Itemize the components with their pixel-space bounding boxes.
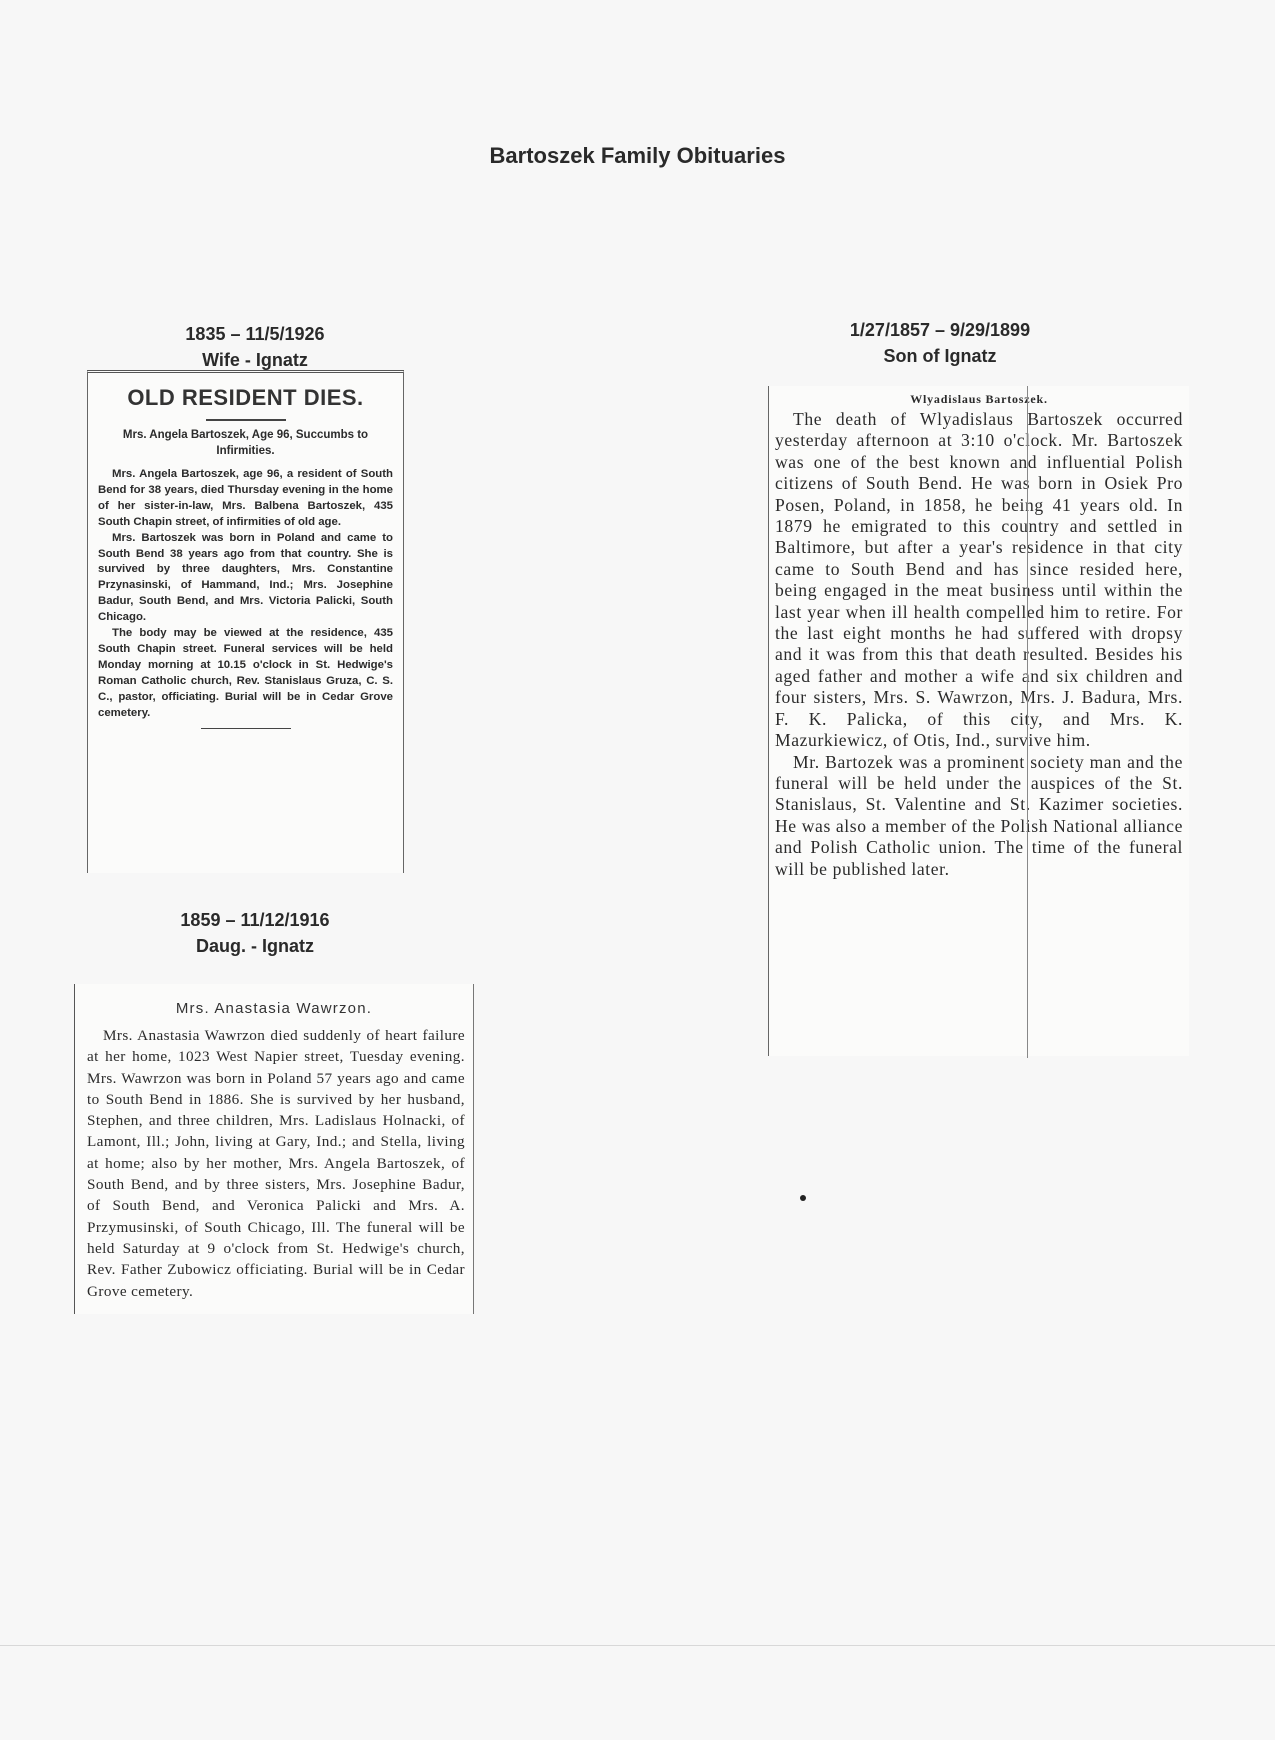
obituary-3-paragraph: The death of Wlyadislaus Bartoszek occurred yesterday afternoon at 3:10 o'clock. Mr. Bartoszek was one of the best known and influential Polish citizens of South Bend. He was born in Osiek Pro Posen, Poland, in 1858, he being 41 years old. In 1879 he emigrated to this country and settled in Baltimore, but after a year's residence in that city came to South Bend and has since resided here, being engaged in the meat business until within the last year when ill health compelled him to retire. For the last eight months he had suffered with dropsy and it was from this that death resulted. Besides his aged father and mother a wife and six children and four sisters, Mrs. S. Wawrzon, Mrs. J. Badura, Mrs. F. K. Palicka, of this city, and Mrs. K. Mazurkiewicz, of Otis, Ind., survive him.	[775, 409, 1183, 751]
obituary-1-headline: OLD RESIDENT DIES.	[127, 385, 364, 410]
obituary-2-headline: Mrs. Anastasia Wawrzon.	[175, 1000, 373, 1017]
obituary-3-caption	[800, 317, 1080, 369]
obituary-1-body	[88, 459, 403, 722]
obituary-3-relation: Son of Ignatz	[883, 346, 997, 366]
obituary-1-end-rule	[201, 728, 291, 729]
obituary-3-dates: 1/27/1857 – 9/29/1899	[849, 320, 1031, 340]
obituary-3-paragraph: Mr. Bartozek was a prominent society man and the funeral will be held under the auspices of the St. Stanislaus, St. Valentine and St. Kazimer societies. He was also a member of the Polish National alliance and Polish Catholic union. The time of the funeral will be published later.	[775, 751, 1183, 879]
obituary-3-headline: Wlyadislaus Bartoszek.	[910, 392, 1048, 406]
obituary-1-relation: Wife - Ignatz	[202, 350, 308, 370]
obituary-2-caption	[130, 907, 380, 959]
ink-speck	[800, 1195, 806, 1201]
obituary-2-relation: Daug. - Ignatz	[196, 936, 314, 956]
obituary-1-paragraph: Mrs. Bartoszek was born in Poland and came to South Bend 38 years ago from that country. She is survived by three daughters, Mrs. Constantine Przynasinski, of Hammand, Ind.; Mrs. Josephine Badur, South Bend, and Mrs. Victoria Palicki, South Chicago.	[98, 531, 393, 624]
obituary-2-body	[75, 1017, 473, 1302]
obituary-1-subhead: Mrs. Angela Bartoszek, Age 96, Succumbs to Infirmities.	[122, 429, 369, 457]
obituary-3-clipping	[768, 386, 1189, 1056]
obituary-2-dates: 1859 – 11/12/1916	[180, 910, 330, 930]
page-title: Bartoszek Family Obituaries	[489, 143, 786, 168]
obituary-1-clipping	[87, 370, 404, 873]
scan-edge-line	[0, 1645, 1275, 1646]
obituary-2-paragraph: Mrs. Anastasia Wawrzon died suddenly of heart failure at her home, 1023 West Napier street, Tuesday evening. Mrs. Wawrzon was born in Poland 57 years ago and came to South Bend in 1886. She is survived by her husband, Stephen, and three children, Mrs. Ladislaus Holnacki, of Lamont, Ill.; John, living at Gary, Ind.; and Stella, living at home; also by her mother, Mrs. Angela Bartoszek, of South Bend, and by three sisters, Mrs. Josephine Badur, of South Bend, and Veronica Palicki and Mrs. A. Przymusinski, of South Chicago, Ill. The funeral will be held Saturday at 9 o'clock from St. Hedwige's church, Rev. Father Zubowicz officiating. Burial will be in Cedar Grove cemetery.	[87, 1027, 465, 1300]
clipping-fold-line	[1027, 386, 1028, 1058]
obituary-1-caption	[130, 321, 380, 373]
obituary-2-clipping	[74, 984, 474, 1314]
obituary-1-dates: 1835 – 11/5/1926	[185, 324, 325, 344]
obituary-3-body	[769, 407, 1189, 880]
obituary-1-paragraph: The body may be viewed at the residence, 435 South Chapin street. Funeral services will be held Monday morning at 10.15 o'clock in St. Hedwige's Roman Catholic church, Rev. Stanislaus Gruza, C. S. C., pastor, officiating. Burial will be in Cedar Grove cemetery.	[98, 627, 393, 719]
obituary-1-headline-rule	[206, 419, 286, 421]
obituary-1-paragraph: Mrs. Angela Bartoszek, age 96, a resident of South Bend for 38 years, died Thursday evening in the home of her sister-in-law, Mrs. Balbena Bartoszek, 435 South Chapin street, of infirmities of old age.	[98, 468, 393, 528]
